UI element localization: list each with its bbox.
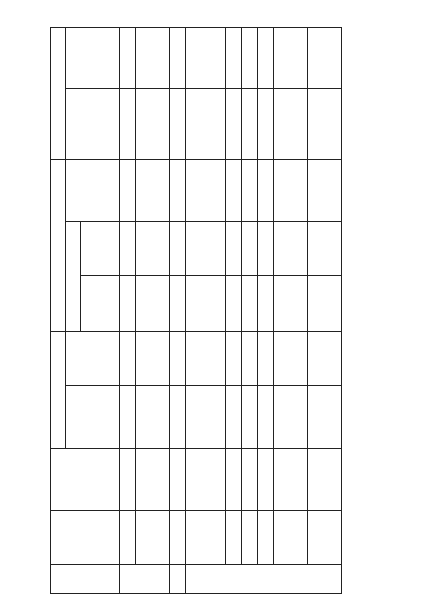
col-inner-nom [66,89,120,160]
col-middle-new [66,221,81,331]
middle-worn-cell [136,160,170,221]
inner-nom-cell [186,89,226,160]
col-inner-dev [66,28,120,89]
gauge-type [170,510,186,564]
table-row [274,28,308,594]
middle-worn-cell [120,160,136,221]
outer-dev-cell [226,331,242,385]
gauge-type [258,510,274,564]
group-name [120,564,170,593]
inner-nom-cell [242,89,258,160]
gauge-type [120,510,136,564]
outer-nom-cell [274,385,308,449]
middle-dev-cell [242,221,258,275]
gauge-table [50,27,342,594]
col-type-header [51,510,120,564]
table-row [226,28,242,594]
middle-dev-cell [226,221,242,275]
table-row [170,28,186,594]
inner-nom-cell [258,89,274,160]
middle-dev-cell [258,221,274,275]
col-inner-header [51,28,66,160]
inner-nom-cell [226,89,242,160]
table-row [186,28,226,594]
col-name-header [51,564,120,593]
middle-nom-cell [186,275,226,331]
middle-nom-cell [308,275,342,331]
middle-dev-cell [170,221,186,275]
outer-nom-cell [308,385,342,449]
inner-dev-cell [170,28,186,89]
table-row [308,28,342,594]
middle-worn-cell [186,160,226,221]
note-label [201,387,210,448]
tolerance-cell [136,449,170,510]
group-name [170,564,186,593]
outer-nom-cell [120,385,136,449]
col-outer-dev [66,331,120,385]
middle-worn-cell [242,160,258,221]
middle-worn-cell [274,160,308,221]
gauge-type [274,510,308,564]
note-label [148,90,157,158]
gauge-type [308,510,342,564]
outer-dev-cell [308,331,342,385]
inner-nom-cell [274,89,308,160]
middle-nom-cell [258,275,274,331]
outer-nom-cell [242,385,258,449]
inner-dev-cell [186,28,226,89]
middle-dev-cell [186,221,226,275]
inner-dev-cell [308,28,342,89]
col-outer-nom [66,385,120,449]
table-row [242,28,258,594]
outer-nom-cell [170,385,186,449]
tolerance-cell [274,449,308,510]
inner-dev-cell [242,28,258,89]
middle-dev-cell [308,221,342,275]
outer-nom-cell [136,385,170,449]
tolerance-cell [170,449,186,510]
outer-nom-cell [258,385,274,449]
middle-worn-cell [258,160,274,221]
inner-dev-cell [274,28,308,89]
middle-nom-cell [274,275,308,331]
middle-dev-cell [136,221,170,275]
outer-nom-cell [186,385,226,449]
outer-nom-cell [226,385,242,449]
inner-nom-cell [120,89,136,160]
inner-nom-cell [136,89,170,160]
middle-nom-cell [170,275,186,331]
outer-dev-cell [258,331,274,385]
outer-dev-cell [274,331,308,385]
gauge-type [242,510,258,564]
table-row [258,28,274,594]
gauge-type [136,510,170,564]
tolerance-cell [242,449,258,510]
outer-dev-cell [170,331,186,385]
outer-dev-cell [136,331,170,385]
tolerance-cell [226,449,242,510]
middle-nom-cell [120,275,136,331]
tolerance-cell [120,449,136,510]
middle-dev-cell [120,221,136,275]
col-middle-dev [81,221,120,275]
col-middle-nom [81,275,120,331]
gauge-type [226,510,242,564]
middle-nom-cell [242,275,258,331]
inner-dev-cell [226,28,242,89]
middle-worn-cell [170,160,186,221]
inner-dev-cell [258,28,274,89]
col-middle-header [51,160,66,331]
tolerance-cell [258,449,274,510]
inner-nom-cell [170,89,186,160]
middle-nom-cell [226,275,242,331]
tolerance-cell [186,449,226,510]
outer-dev-cell [120,331,136,385]
tolerance-cell [308,449,342,510]
table-row [136,28,170,594]
middle-worn-cell [226,160,242,221]
table-row [120,28,136,594]
outer-dev-cell [186,331,226,385]
middle-dev-cell [274,221,308,275]
inner-dev-cell [136,28,170,89]
middle-worn-cell [308,160,342,221]
col-outer-header [51,331,66,449]
outer-dev-cell [242,331,258,385]
group-name [186,564,342,593]
inner-nom-cell [308,89,342,160]
inner-dev-cell [120,28,136,89]
col-middle-worn [66,160,120,221]
col-tolerance-header [51,449,120,510]
middle-nom-cell [136,275,170,331]
gauge-type [186,510,226,564]
